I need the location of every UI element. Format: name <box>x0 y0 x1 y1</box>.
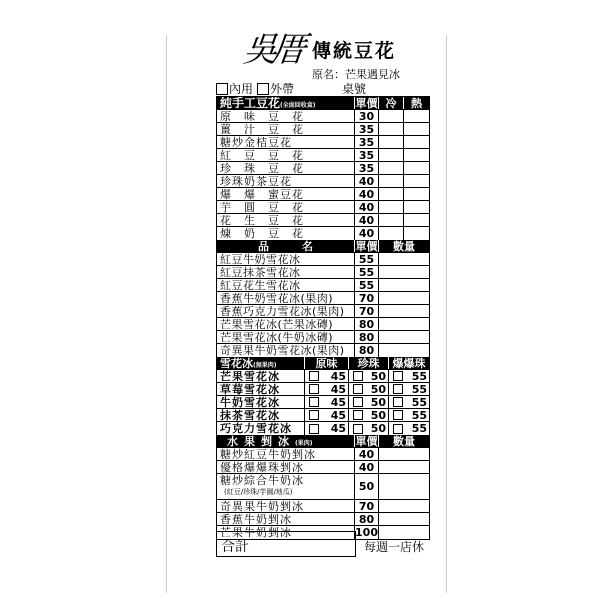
item-price: 40 <box>355 201 379 213</box>
hot-qty-cell[interactable] <box>404 162 429 174</box>
section2-price-header: 單價 <box>355 240 378 252</box>
item-name: 紅 豆 豆 花 <box>217 149 355 161</box>
snow-ice-row <box>217 409 429 422</box>
sheet-edge-left <box>166 35 167 593</box>
hot-qty-cell[interactable] <box>404 227 429 240</box>
pearl-option[interactable] <box>349 409 389 421</box>
item-name: 牛奶雪花冰 <box>217 396 305 408</box>
section3-rows <box>217 370 429 435</box>
table-number-field[interactable] <box>342 80 428 97</box>
item-name: 香蕉牛奶雪花冰(果肉) <box>217 292 355 304</box>
plain-checkbox[interactable] <box>309 371 319 381</box>
pop-checkbox[interactable] <box>393 397 403 407</box>
item-name: 紅豆抹茶雪花冰 <box>217 266 355 278</box>
hot-qty-cell[interactable] <box>404 123 429 135</box>
item-price: 70 <box>355 305 379 317</box>
dessert-row <box>217 162 429 175</box>
section1-title <box>217 97 355 109</box>
dessert-row <box>217 110 429 123</box>
item-name: 芒果牛奶剉冰 <box>220 526 292 539</box>
section3-title-text: 雪花冰 <box>220 357 253 369</box>
hot-qty-cell[interactable] <box>404 136 429 148</box>
menu-grid <box>216 96 430 540</box>
ice-row <box>217 292 429 305</box>
item-name: 芒果雪花冰(牛奶冰磚) <box>217 331 355 343</box>
section1-header <box>217 97 429 110</box>
item-name: 爆 爆 蜜豆花 <box>217 188 355 200</box>
plain-price: 45 <box>330 396 346 408</box>
item-name-cell <box>217 500 355 512</box>
qty-cell[interactable] <box>379 279 429 291</box>
item-price: 80 <box>355 344 379 357</box>
qty-cell[interactable] <box>379 344 429 357</box>
item-price: 35 <box>355 149 379 161</box>
item-price: 55 <box>355 279 379 291</box>
item-name: 紅豆花生雪花冰 <box>217 279 355 291</box>
item-name: 糖炒金桔豆花 <box>217 136 355 148</box>
item-name: 薑 汁 豆 花 <box>217 123 355 135</box>
section2-qty-header: 數量 <box>393 240 415 252</box>
dessert-row <box>217 201 429 214</box>
section3-header <box>217 357 429 370</box>
item-price: 40 <box>355 461 379 473</box>
section4-qty-header: 數量 <box>393 435 415 447</box>
pearl-price: 50 <box>370 409 386 421</box>
section4-title-text: 水果剉冰 <box>227 435 295 447</box>
dessert-row <box>217 175 429 188</box>
ice-row <box>217 305 429 318</box>
cold-qty-cell[interactable] <box>379 227 404 240</box>
item-name: 優格爆爆珠剉冰 <box>220 461 304 473</box>
ice-row <box>217 331 429 344</box>
shaved-ice-row <box>217 474 429 500</box>
pearl-checkbox[interactable] <box>353 371 363 381</box>
item-name: 芒果雪花冰 <box>217 370 305 382</box>
plain-price: 45 <box>330 409 346 421</box>
plain-checkbox[interactable] <box>309 410 319 420</box>
hot-qty-cell[interactable] <box>404 175 429 187</box>
cold-qty-cell[interactable] <box>379 162 404 174</box>
qty-cell[interactable] <box>379 513 429 525</box>
pearl-checkbox[interactable] <box>353 397 363 407</box>
cold-qty-cell[interactable] <box>379 201 404 213</box>
item-name: 煉 奶 豆 花 <box>217 227 355 240</box>
section2-rows <box>217 253 429 357</box>
hot-qty-cell[interactable] <box>404 188 429 200</box>
section1-hot-header: 熱 <box>411 97 422 109</box>
pearl-price: 50 <box>370 396 386 408</box>
ice-row <box>217 253 429 266</box>
section2-title: 品 名 <box>217 240 355 252</box>
item-name-cell <box>217 461 355 473</box>
pearl-option[interactable] <box>349 396 389 408</box>
brand-logo: 吳厝 <box>241 30 302 70</box>
ice-row <box>217 344 429 357</box>
plain-option[interactable] <box>305 422 349 435</box>
total-box[interactable] <box>216 531 356 557</box>
item-price: 50 <box>355 474 379 499</box>
item-name: 抹茶雪花冰 <box>217 409 305 421</box>
snow-ice-row <box>217 422 429 435</box>
section4-rows <box>217 448 429 539</box>
dessert-row <box>217 149 429 162</box>
pop-option[interactable] <box>389 370 429 382</box>
pop-option[interactable] <box>389 409 429 421</box>
item-price: 40 <box>355 188 379 200</box>
item-name: 花 生 豆 花 <box>217 214 355 226</box>
shop-subtitle: 原名：芒果遇見冰 <box>312 68 400 81</box>
dine-in-checkbox[interactable] <box>216 83 228 95</box>
item-price: 40 <box>355 175 379 187</box>
section4-title <box>217 435 355 447</box>
item-name: 香蕉牛奶剉冰 <box>220 513 292 525</box>
ice-row <box>217 266 429 279</box>
qty-cell[interactable] <box>379 292 429 304</box>
item-price: 80 <box>355 331 379 343</box>
qty-cell[interactable] <box>379 500 429 512</box>
pearl-price: 50 <box>370 422 386 435</box>
pop-price: 55 <box>411 396 427 408</box>
pop-option[interactable] <box>389 383 429 395</box>
pop-option[interactable] <box>389 422 429 435</box>
plain-option[interactable] <box>305 370 349 382</box>
plain-price: 45 <box>330 370 346 382</box>
shaved-ice-row <box>217 513 429 526</box>
shop-title: 傳統豆花 <box>312 40 397 62</box>
shaved-ice-row <box>217 461 429 474</box>
ice-row <box>217 279 429 292</box>
item-name: 紅豆牛奶雪花冰 <box>217 253 355 265</box>
item-price: 30 <box>355 110 379 122</box>
section3-pop-header: 爆爆珠 <box>392 357 426 369</box>
sheet-edge-right <box>446 35 447 593</box>
qty-cell[interactable] <box>379 253 429 265</box>
item-sub: (紅豆/珍珠/芋圓/地瓜) <box>224 488 293 496</box>
pop-price: 55 <box>411 383 427 395</box>
cold-qty-cell[interactable] <box>379 149 404 161</box>
section4-note: (果肉) <box>295 440 313 447</box>
pearl-checkbox[interactable] <box>353 384 363 394</box>
pop-checkbox[interactable] <box>393 371 403 381</box>
pearl-option[interactable] <box>349 422 389 435</box>
section3-note: (無果肉) <box>253 362 277 369</box>
pop-price: 55 <box>411 409 427 421</box>
pop-price: 55 <box>411 422 427 435</box>
qty-cell[interactable] <box>379 305 429 317</box>
dine-in-label: 內用 <box>229 82 254 96</box>
pearl-option[interactable] <box>349 383 389 395</box>
item-name: 珍 珠 豆 花 <box>217 162 355 174</box>
section2-header <box>217 240 429 253</box>
item-name: 珍珠奶茶豆花 <box>217 175 355 187</box>
item-name: 糖炒綜合牛奶冰 <box>220 474 304 487</box>
item-price: 40 <box>355 227 379 240</box>
section4-price-header: 單價 <box>355 435 378 447</box>
dine-in-option[interactable] <box>216 80 253 97</box>
qty-cell[interactable] <box>379 266 429 278</box>
pearl-checkbox[interactable] <box>353 410 363 420</box>
item-name: 芋 圓 豆 花 <box>217 201 355 213</box>
hot-qty-cell[interactable] <box>404 110 429 122</box>
item-price: 35 <box>355 162 379 174</box>
plain-checkbox[interactable] <box>309 384 319 394</box>
item-name: 原 味 豆 花 <box>217 110 355 122</box>
pop-price: 55 <box>411 370 427 382</box>
item-name: 糖炒紅豆牛奶剉冰 <box>220 448 316 460</box>
cold-qty-cell[interactable] <box>379 136 404 148</box>
cold-qty-cell[interactable] <box>379 123 404 135</box>
item-name: 草莓雪花冰 <box>217 383 305 395</box>
item-price: 70 <box>355 500 379 512</box>
pop-checkbox[interactable] <box>393 384 403 394</box>
plain-option[interactable] <box>305 396 349 408</box>
plain-price: 45 <box>330 383 346 395</box>
plain-option[interactable] <box>305 409 349 421</box>
item-name: 奇異果牛奶剉冰 <box>220 500 304 512</box>
qty-cell[interactable] <box>379 331 429 343</box>
qty-cell[interactable] <box>379 318 429 330</box>
plain-price: 45 <box>330 422 346 435</box>
section3-title <box>217 357 305 369</box>
item-name: 芒果雪花冰(芒果冰磚) <box>217 318 355 330</box>
dessert-row <box>217 214 429 227</box>
pearl-price: 50 <box>370 370 386 382</box>
pop-checkbox[interactable] <box>393 424 403 434</box>
shaved-ice-row <box>217 448 429 461</box>
item-name-cell <box>217 474 355 499</box>
item-name: 奇異果牛奶雪花冰(果肉) <box>217 344 355 357</box>
item-price: 55 <box>355 253 379 265</box>
section1-note: (全面回收盒) <box>280 102 316 109</box>
item-price: 80 <box>355 318 379 330</box>
dessert-row <box>217 227 429 240</box>
plain-checkbox[interactable] <box>309 424 319 434</box>
item-name-cell <box>217 448 355 460</box>
dessert-row <box>217 188 429 201</box>
snow-ice-row <box>217 396 429 409</box>
plain-checkbox[interactable] <box>309 397 319 407</box>
pearl-checkbox[interactable] <box>353 424 363 434</box>
section1-rows <box>217 110 429 240</box>
section1-cold-header: 冷 <box>379 97 404 109</box>
section1-title-text: 純手工豆花 <box>220 97 281 109</box>
pop-checkbox[interactable] <box>393 410 403 420</box>
section3-plain-header: 原味 <box>305 357 349 369</box>
item-price: 40 <box>355 214 379 226</box>
item-name-cell <box>217 513 355 525</box>
section1-price-header: 單價 <box>355 97 378 109</box>
item-name: 巧克力雪花冰 <box>217 422 305 435</box>
table-number-label: 桌號 <box>342 82 367 96</box>
shaved-ice-row <box>217 500 429 513</box>
pearl-price: 50 <box>370 383 386 395</box>
closed-notice: 每週一店休 <box>364 540 425 554</box>
cold-qty-cell[interactable] <box>379 188 404 200</box>
takeout-checkbox[interactable] <box>257 83 269 95</box>
hot-qty-cell[interactable] <box>404 201 429 213</box>
item-price: 35 <box>355 123 379 135</box>
takeout-option[interactable] <box>257 80 294 97</box>
item-price: 100 <box>355 526 378 539</box>
section3-pearl-header: 珍珠 <box>349 357 389 369</box>
pop-option[interactable] <box>389 396 429 408</box>
item-price: 70 <box>355 292 379 304</box>
hot-qty-cell[interactable] <box>404 214 429 226</box>
cold-qty-cell[interactable] <box>379 175 404 187</box>
pearl-option[interactable] <box>349 370 389 382</box>
snow-ice-row <box>217 370 429 383</box>
item-price: 55 <box>355 266 379 278</box>
cold-qty-cell[interactable] <box>379 110 404 122</box>
item-price: 80 <box>355 513 379 525</box>
plain-option[interactable] <box>305 383 349 395</box>
order-type-options <box>216 80 294 97</box>
ice-row <box>217 318 429 331</box>
takeout-label: 外帶 <box>270 82 295 96</box>
section4-header <box>217 435 429 448</box>
dessert-row <box>217 136 429 149</box>
snow-ice-row <box>217 383 429 396</box>
qty-cell[interactable] <box>379 474 429 499</box>
cold-qty-cell[interactable] <box>379 214 404 226</box>
qty-cell[interactable] <box>379 461 429 473</box>
item-price: 35 <box>355 136 379 148</box>
item-price: 40 <box>355 448 379 460</box>
total-label: 合計 <box>221 539 249 555</box>
hot-qty-cell[interactable] <box>404 149 429 161</box>
dessert-row <box>217 123 429 136</box>
item-name: 香蕉巧克力雪花冰(果肉) <box>217 305 355 317</box>
qty-cell[interactable] <box>379 448 429 460</box>
